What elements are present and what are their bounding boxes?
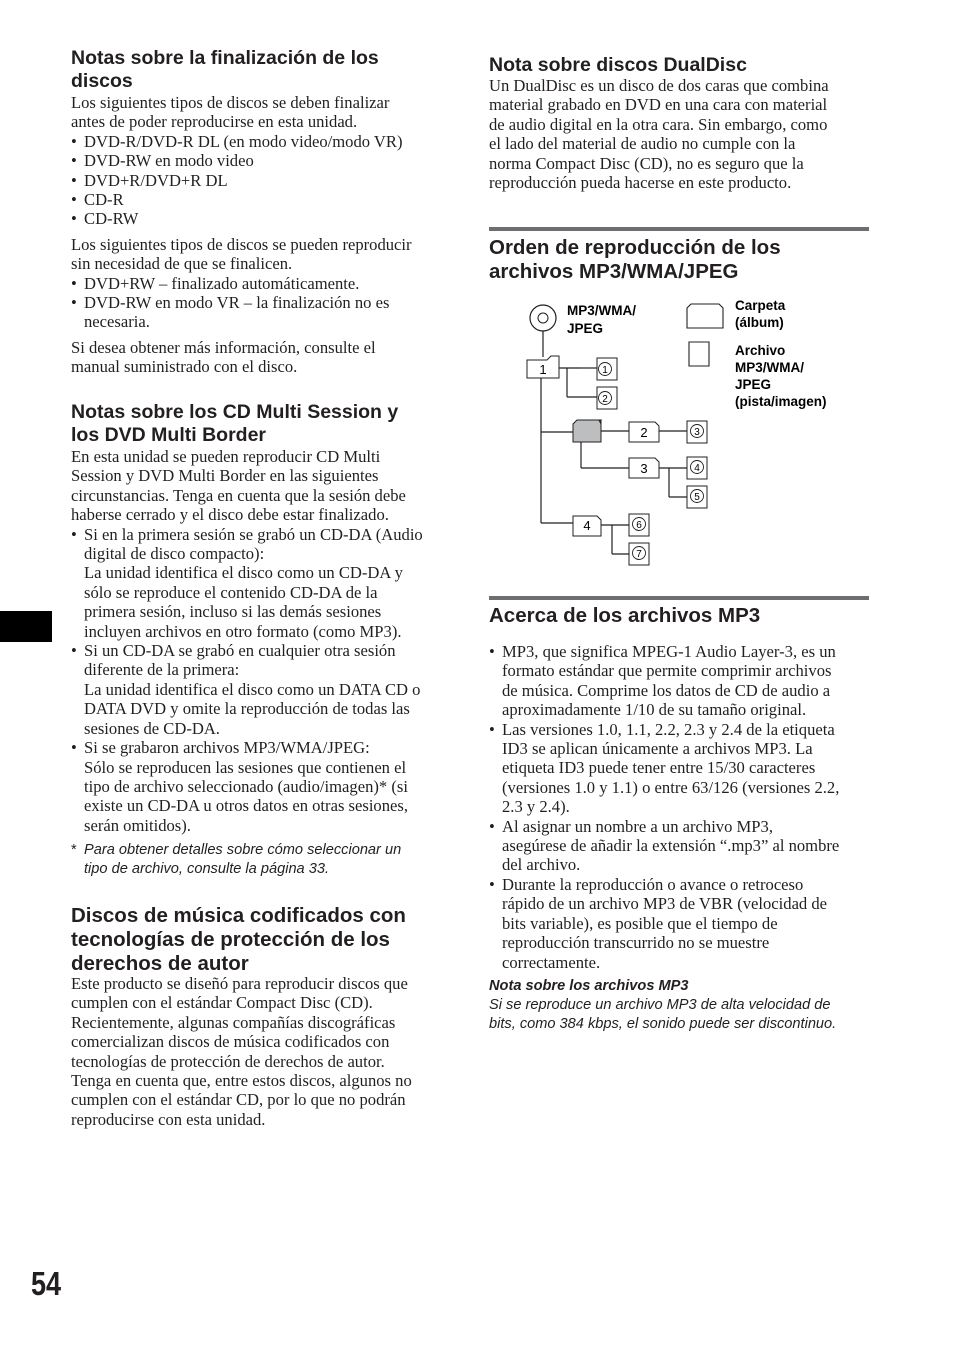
- multisession-body: [71, 447, 451, 879]
- bullet-list: [71, 525, 451, 836]
- file-icon: [687, 457, 707, 479]
- folder-number: 2: [640, 425, 648, 440]
- text-line: norma Compact Disc (CD), no es seguro que la: [489, 153, 804, 173]
- text-line: primera sesión, incluso si las demás sesiones: [84, 602, 382, 622]
- folder-tree-diagram: [519, 290, 869, 580]
- heading-line: Discos de música codificados con: [71, 904, 406, 927]
- text-line: Sólo se reproducen las sesiones que contienen el: [84, 757, 407, 777]
- folder-icon: [573, 420, 601, 442]
- list-item: [489, 875, 871, 972]
- heading-line: Notas sobre la finalización de los: [71, 47, 379, 69]
- text-line: asegúrese de añadir la extensión “.mp3” al nombre: [502, 836, 840, 856]
- text-line: del archivo.: [502, 855, 581, 875]
- text-line: serán omitidos).: [84, 815, 191, 835]
- text-line: Este producto se diseñó para reproducir discos que: [71, 974, 408, 993]
- text-line: tipo de archivo, consulte la página 33.: [84, 861, 330, 878]
- text-line: bits, como 384 kbps, el sonido puede ser discontinuo.: [489, 1015, 837, 1032]
- paragraph: [71, 93, 451, 132]
- text-line: Session y DVD Multi Border en las siguientes: [71, 466, 379, 486]
- text-line: el lado del material de audio no cumple con la: [489, 134, 796, 154]
- text-line: manual suministrado con el disco.: [71, 357, 298, 377]
- text-line: Para obtener detalles sobre cómo seleccionar un: [84, 842, 402, 859]
- legend-folder-label: Carpeta: [735, 298, 786, 313]
- text-line: 2.3 y 2.4).: [502, 797, 570, 817]
- note-title: Nota sobre los archivos MP3: [489, 977, 689, 994]
- file-number: 3: [694, 427, 700, 438]
- heading-line: tecnologías de protección de los: [71, 928, 390, 951]
- text-line: sesiones de CD-DA.: [84, 718, 220, 738]
- list-item: • CD-RW: [71, 209, 451, 228]
- text-line: necesaria.: [84, 312, 150, 332]
- heading-line: archivos MP3/WMA/JPEG: [489, 260, 739, 283]
- text-line: La unidad identifica el disco como un DATA CD o: [84, 679, 421, 699]
- file-icon: [687, 421, 707, 443]
- file-number: 2: [602, 394, 608, 405]
- list-item: [71, 641, 451, 738]
- text-line: Si se reproduce un archivo MP3 de alta velocidad de: [489, 996, 831, 1013]
- text-line: diferente de la primera:: [84, 660, 240, 680]
- file-icon: [687, 486, 707, 508]
- text-line: ID3 se aplican únicamente a archivos MP3. La: [502, 739, 813, 759]
- text-line: reproducción pueda hacerse en este producto.: [489, 173, 792, 193]
- copy-protection-body: [71, 974, 451, 1129]
- text-line: La unidad identifica el disco como un CD-DA y: [84, 563, 403, 583]
- heading-line: los DVD Multi Border: [71, 423, 267, 446]
- text-line: correctamente.: [502, 952, 601, 972]
- text-line: reproducirse con esta unidad.: [71, 1109, 266, 1129]
- file-icon: [629, 514, 649, 536]
- file-icon: [629, 543, 649, 565]
- folder-number: 3: [640, 461, 648, 476]
- mp3-body: [489, 642, 871, 1034]
- list-item: • DVD-R/DVD-R DL (en modo video/modo VR): [71, 132, 451, 151]
- list-item: • CD-R: [71, 190, 451, 209]
- bullet-list: [71, 132, 451, 229]
- text-line: • Las versiones 1.0, 1.1, 2.2, 2.3 y 2.4 de la etiqueta: [502, 719, 835, 739]
- text-line: incluyen archivos en otro formato (como MP3).: [84, 621, 402, 641]
- text-line: tipo de archivo seleccionado (audio/imagen)* (si: [84, 776, 408, 796]
- heading-line: Orden de reproducción de los: [489, 236, 781, 259]
- section-rule: [489, 596, 869, 600]
- footnote-mark: *: [71, 842, 77, 859]
- bullet-list: [71, 274, 451, 332]
- text-line: • Al asignar un nombre a un archivo MP3,: [502, 816, 773, 836]
- text-line: DATA DVD y omite la reproducción de todas las: [84, 699, 410, 719]
- folder-icon: [527, 356, 559, 378]
- text-line: cumplen con el estándar CD, por lo que no podrán: [71, 1090, 406, 1110]
- list-item: [489, 817, 871, 875]
- diagram-svg: [519, 290, 869, 580]
- legend-file-label: Archivo: [735, 343, 786, 358]
- bullet-list: [489, 642, 871, 972]
- text-line: comercializan discos de música codificados con: [71, 1032, 390, 1052]
- heading-line: discos: [71, 69, 133, 92]
- text-line: (versiones 1.0 y 1.1) o entre 63/126 (versiones 2.2,: [502, 777, 840, 797]
- legend-folder-icon: [687, 304, 723, 328]
- text-line: Tenga en cuenta que, entre estos discos, algunos no: [71, 1071, 412, 1091]
- text-line: • DVD+RW – finalizado automáticamente.: [84, 273, 360, 293]
- text-line: Recientemente, algunas compañías discográficas: [71, 1012, 396, 1032]
- list-item: • DVD+R/DVD+R DL: [71, 171, 451, 190]
- text-line: haberse cerrado y el disco debe estar finalizado.: [71, 505, 389, 525]
- list-item: [71, 274, 451, 293]
- paragraph: [71, 338, 451, 377]
- text-line: Un DualDisc es un disco de dos caras que combina: [489, 76, 829, 95]
- folder-number: 1: [539, 362, 547, 377]
- dualdisc-body: [489, 76, 871, 192]
- heading-line: derechos de autor: [71, 952, 249, 975]
- legend-file-label: JPEG: [735, 377, 772, 392]
- legend-file-icon: [689, 342, 709, 366]
- folder-icon: [573, 516, 601, 536]
- text-line: material grabado en DVD en una cara con material: [489, 95, 828, 115]
- list-item: [489, 642, 871, 720]
- text-line: cumplen con el estándar Compact Disc (CD).: [71, 993, 373, 1013]
- text-line: rápido de un archivo MP3 de VBR (velocidad de: [502, 894, 828, 914]
- text-line: Los siguientes tipos de discos se pueden reproducir: [71, 234, 412, 254]
- heading-copy-protection: [71, 904, 451, 976]
- disc-icon: [530, 305, 556, 331]
- file-icon: [597, 387, 617, 409]
- heading-mp3: Acerca de los archivos MP3: [489, 604, 761, 627]
- disc-label-line: JPEG: [567, 321, 604, 336]
- text-line: Si desea obtener más información, consulte el: [71, 337, 376, 357]
- list-item: • DVD-RW en modo video: [71, 151, 451, 170]
- footnote: [71, 841, 451, 879]
- file-number: 5: [694, 492, 700, 503]
- section-rule: [489, 227, 869, 231]
- file-number: 1: [602, 365, 608, 376]
- folder-icon: [629, 422, 659, 442]
- text-line: aproximadamente 1/10 de su tamaño original.: [502, 700, 807, 720]
- page-number: 54: [31, 1265, 62, 1302]
- text-line: reproducción transcurrido no se muestre: [502, 933, 770, 953]
- text-line: sin necesidad de que se finalicen.: [71, 254, 293, 274]
- file-number: 6: [636, 520, 642, 531]
- list-item: [71, 525, 451, 641]
- paragraph: [71, 235, 451, 274]
- legend-file-label: MP3/WMA/: [735, 360, 804, 375]
- legend-file-label: (pista/imagen): [735, 394, 827, 409]
- file-number: 7: [636, 549, 642, 560]
- text-line: digital de disco compacto):: [84, 544, 265, 564]
- heading-playback-order: [489, 236, 871, 284]
- text-line: • Si en la primera sesión se grabó un CD-DA (Audio: [84, 524, 423, 544]
- text-line: de música. Comprime los datos de CD de audio a: [502, 680, 831, 700]
- text-line: • DVD-RW en modo VR – la finalización no es: [84, 293, 390, 313]
- text-line: circunstancias. Tenga en cuenta que la sesión debe: [71, 485, 406, 505]
- paragraph: [71, 447, 451, 525]
- text-line: etiqueta ID3 puede tener entre 15/30 caracteres: [502, 758, 816, 778]
- heading-dualdisc: Nota sobre discos DualDisc: [489, 54, 747, 76]
- text-line: de audio digital en la otra cara. Sin embargo, como: [489, 114, 828, 134]
- folder-number: 4: [583, 518, 591, 533]
- text-line: • Durante la reproducción o avance o retroceso: [502, 874, 804, 894]
- text-line: sólo se reproduce el contenido CD-DA de la: [84, 582, 378, 602]
- list-item: [489, 720, 871, 817]
- section-tab-marker: [0, 611, 52, 642]
- mp3-note: [489, 977, 871, 1034]
- file-number: 4: [694, 463, 700, 474]
- text-line: Los siguientes tipos de discos se deben finalizar: [71, 93, 390, 112]
- disc-label-line: MP3/WMA/: [567, 303, 636, 318]
- legend-folder-label: (álbum): [735, 315, 784, 330]
- text-line: • MP3, que significa MPEG-1 Audio Layer-3, es un: [502, 642, 836, 661]
- text-line: En esta unidad se pueden reproducir CD Multi: [71, 447, 381, 466]
- file-icon: [597, 358, 617, 380]
- text-line: tecnologías de protección de derechos de autor.: [71, 1051, 385, 1071]
- text-line: • Si un CD-DA se grabó en cualquier otra sesión: [84, 641, 396, 661]
- folder-icon: [629, 458, 659, 478]
- heading-finalizacion: [71, 47, 451, 92]
- finalizacion-body: [71, 93, 451, 377]
- list-item: [71, 293, 451, 332]
- text-line: • Si se grabaron archivos MP3/WMA/JPEG:: [84, 738, 370, 758]
- text-line: bits variable), es posible que el tiempo de: [502, 913, 778, 933]
- text-line: antes de poder reproducirse en esta unidad.: [71, 112, 358, 132]
- list-item: [71, 738, 451, 835]
- heading-multisession: [71, 401, 451, 446]
- text-line: existe un CD-DA u otros datos en otras sesiones,: [84, 796, 408, 816]
- heading-line: Notas sobre los CD Multi Session y: [71, 401, 399, 423]
- text-line: formato estándar que permite comprimir archivos: [502, 661, 832, 681]
